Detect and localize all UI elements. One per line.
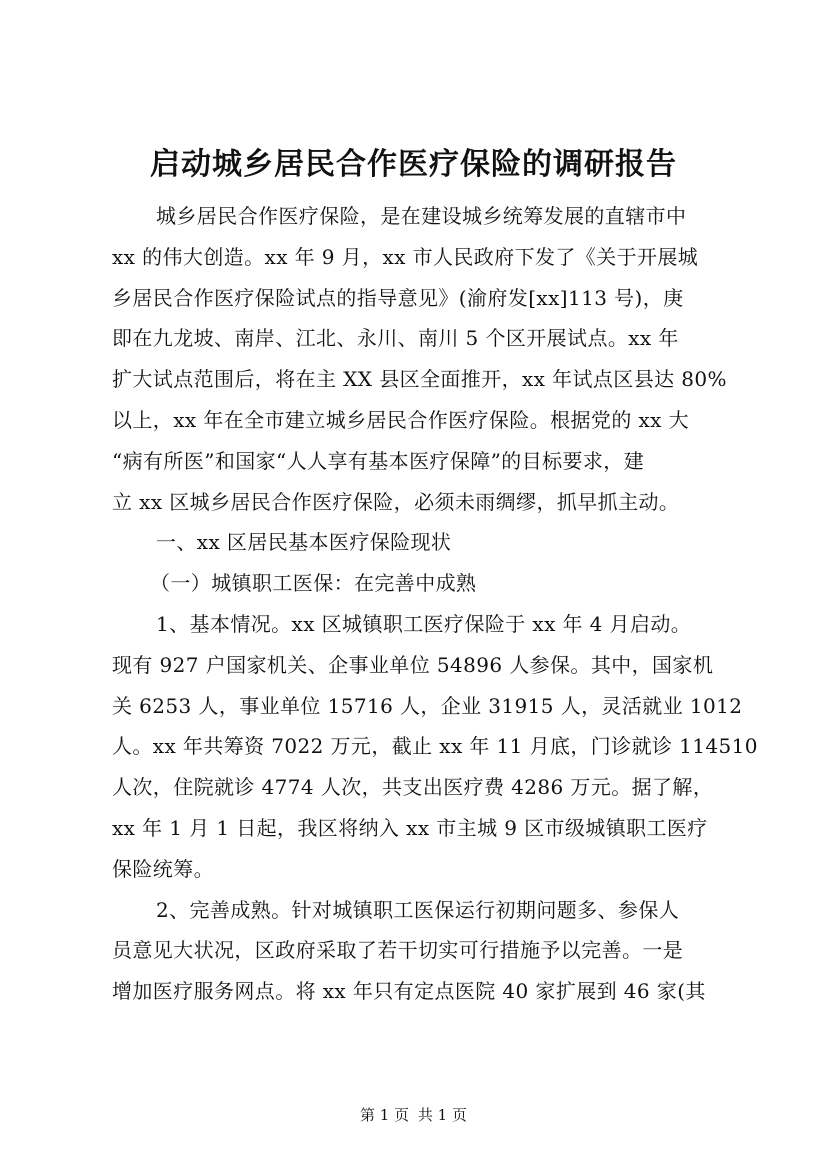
document-body: [112, 196, 758, 1012]
body-line: 保险统筹。: [112, 856, 214, 881]
body-line: 人次，住院就诊 4774 人次，共支出医疗费 4286 万元。据了解，: [112, 775, 714, 800]
body-line: 以上，xx 年在全市建立城乡居民合作医疗保险。根据党的 xx 大: [112, 407, 689, 432]
body-line: 现有 927 户国家机关、企事业单位 54896 人参保。其中，国家机: [112, 652, 714, 677]
body-line: “病有所医”和国家“人人享有基本医疗保障”的目标要求，建: [112, 448, 645, 473]
body-line: 立 xx 区城乡居民合作医疗保险，必须未雨绸缪，抓早抓主动。: [112, 489, 680, 514]
body-line: 城乡居民合作医疗保险，是在建设城乡统筹发展的直辖市中: [156, 204, 687, 228]
page-footer: [0, 1104, 827, 1126]
subsection-heading: （一）城镇职工医保：在完善中成熟: [150, 571, 477, 596]
body-line: xx 年 1 月 1 日起，我区将纳入 xx 市主城 9 区市级城镇职工医疗: [112, 815, 708, 840]
body-line: 1、基本情况。xx 区城镇职工医疗保险于 xx 年 4 月启动。: [156, 611, 692, 636]
document-title: 启动城乡居民合作医疗保险的调研报告: [150, 147, 677, 182]
body-line: 员意见大状况，区政府采取了若干切实可行措施予以完善。一是: [112, 938, 684, 963]
body-line: 人。xx 年共筹资 7022 万元，截止 xx 年 11 月底，门诊就诊 114510: [112, 734, 758, 759]
page-total: 共 1 页: [417, 1106, 467, 1124]
body-line: 乡居民合作医疗保险试点的指导意见》(渝府发[xx]113 号)，庚: [112, 285, 684, 310]
page-number: 第 1 页: [360, 1106, 410, 1124]
body-line: 即在九龙坡、南岸、江北、永川、南川 5 个区开展试点。xx 年: [112, 326, 679, 351]
body-line: xx 的伟大创造。xx 年 9 月，xx 市人民政府下发了《关于开展城: [112, 244, 699, 269]
body-line: 关 6253 人，事业单位 15716 人，企业 31915 人，灵活就业 1012: [112, 693, 743, 718]
section-heading: 一、xx 区居民基本医疗保险现状: [156, 530, 452, 555]
body-line: 扩大试点范围后，将在主 XX 县区全面推开，xx 年试点区县达 80%: [112, 367, 727, 392]
body-line: 增加医疗服务网点。将 xx 年只有定点医院 40 家扩展到 46 家(其: [112, 979, 706, 1004]
body-line: 2、完善成熟。针对城镇职工医保运行初期问题多、参保人: [156, 897, 680, 922]
